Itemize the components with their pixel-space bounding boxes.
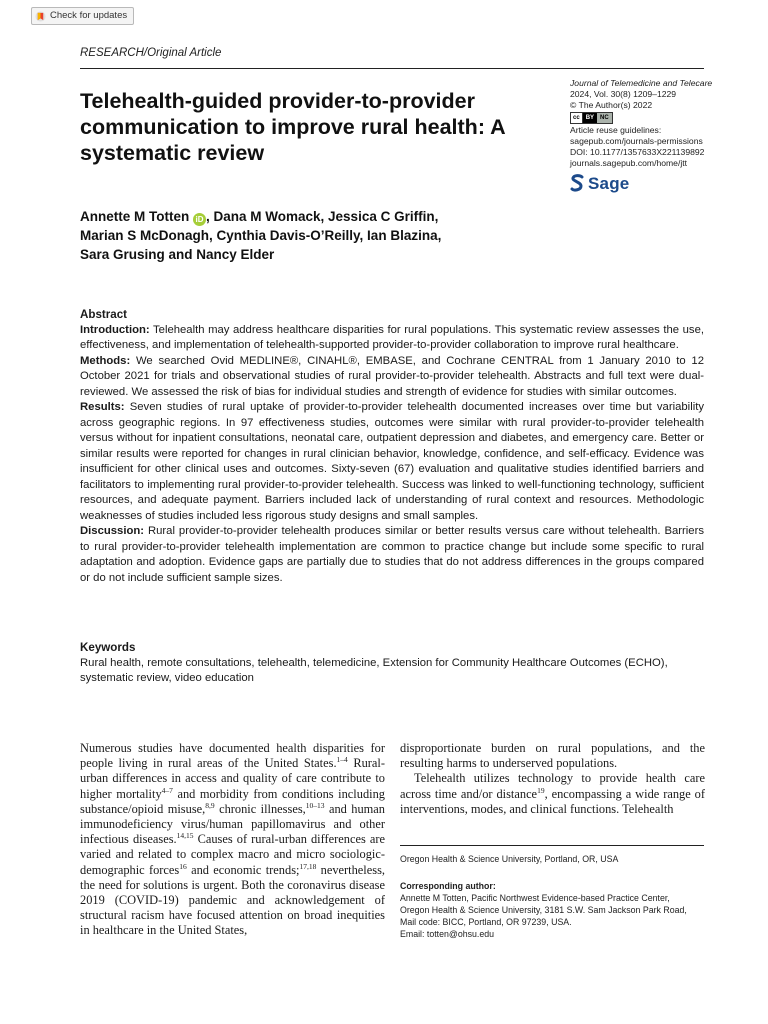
- sage-logo: [570, 174, 720, 192]
- body-text: Causes of rural-urban differences are varied and related to complex macro and micro sociologic-demographic forces: [80, 832, 385, 877]
- cc-license-badge[interactable]: [570, 112, 613, 124]
- check-for-updates-icon: [35, 11, 46, 22]
- article-title: Telehealth-guided provider-to-provider communication to improve rural health: A systematic review: [80, 89, 505, 165]
- abstract-methods: [80, 354, 704, 401]
- intro-text: Telehealth may address healthcare disparities for rural populations. This systematic review assesses the use, effectiveness, and implementation of telehealth-supported provider-to-provider collaboration to improve rural healthcare.: [80, 323, 704, 351]
- citation-ref[interactable]: 19: [537, 785, 545, 795]
- by-icon: BY: [583, 113, 597, 123]
- results-label: Results:: [80, 401, 125, 413]
- body-column-left: [80, 741, 385, 939]
- citation-ref[interactable]: 14,15: [176, 831, 194, 841]
- body-text: Telehealth utilizes technology to provide health care across time and/or distance: [400, 771, 705, 801]
- abstract-introduction: [80, 323, 704, 354]
- corresponding-line2: Oregon Health & Science University, 3181 S.W. Sam Jackson Park Road,: [400, 905, 687, 915]
- corresponding-email[interactable]: Email: totten@ohsu.edu: [400, 929, 495, 939]
- citation-ref[interactable]: 8,9: [205, 800, 215, 810]
- cc-icon: cc: [571, 113, 583, 123]
- methods-label: Methods:: [80, 354, 131, 367]
- citation-ref[interactable]: 17,18: [299, 861, 317, 871]
- keywords-text: Rural health, remote consultations, telehealth, telemedicine, Extension for Community Healthcare Outcomes (ECHO), systematic review, video education: [80, 656, 668, 684]
- methods-text: We searched Ovid MEDLINE®, CINAHL®, EMBASE, and Cochrane CENTRAL from 1 January 2010 to 12 October 2021 for trials and observational studies of rural provider-to-provider telehealth. Abstracts and full text were dual-reviewed. We assessed the risk of bias for individual studies and strength of evidence for studies with similar outcomes.: [80, 354, 704, 398]
- reuse-label: Article reuse guidelines:: [570, 125, 662, 135]
- body-text: , encompassing a wide range of interventions, modes, and clinical functions. Telehealth: [400, 786, 705, 816]
- body-text: chronic illnesses,: [214, 801, 306, 816]
- body-text: and morbidity from conditions including substance/opioid misuse,: [80, 786, 385, 816]
- discussion-label: Discussion:: [80, 525, 145, 537]
- body-column-right: [400, 741, 705, 817]
- affiliation: Oregon Health & Science University, Portland, OR, USA: [400, 854, 619, 864]
- body-paragraph-3: [400, 771, 705, 817]
- journal-link[interactable]: journals.sagepub.com/home/jtt: [570, 158, 688, 168]
- header-rule: [80, 68, 704, 69]
- citation-ref[interactable]: 4–7: [161, 785, 173, 795]
- sage-s-icon: [570, 174, 584, 192]
- doi-link[interactable]: DOI: 10.1177/1357633X221139892: [570, 147, 705, 157]
- author-list: [80, 207, 550, 264]
- abstract-results: [80, 400, 704, 524]
- copyright: © The Author(s) 2022: [570, 100, 653, 110]
- results-text: Seven studies of rural uptake of provider-to-provider telehealth documented increases over time but variability across geographic regions. In 97 effectiveness studies, outcomes were similar with rural provider-to-provider telehealth versus without for inpatient consultations, neonatal care, outpatient depression and diabetes, and emergency care. Better or similar results were reported for changes in rural clinician behavior, knowledge, confidence, and self-efficacy. Evidence was insufficient for other clinical uses and outcomes. Sixty-seven (67) evaluation and qualitative studies identified barriers and facilitators to implementing rural provider-to-provider telehealth. Success was linked to well-functioning technology, sufficient resources, and adequate payment. Barriers included lack of understanding of rural context and resources. Methodologic weaknesses of studies included less rigorous study designs and small samples.: [80, 401, 704, 522]
- journal-volume: 2024, Vol. 30(8) 1209–1229: [570, 89, 677, 99]
- body-paragraph-2: disproportionate burden on rural populations, and the resulting harms to underserved populations.: [400, 741, 705, 771]
- body-text: and economic trends;: [186, 862, 300, 877]
- orcid-icon[interactable]: iD: [193, 213, 206, 226]
- footnote-rule: [400, 845, 704, 846]
- body-paragraph-1: [80, 741, 385, 939]
- abstract-discussion: [80, 524, 704, 586]
- sage-wordmark: Sage: [588, 173, 630, 193]
- discussion-text: Rural provider-to-provider telehealth produces similar or better results versus care without telehealth. Barriers to rural provider-to-provider telehealth implementation are common to practice change but include some specific to rural adaptation and adoption. Evidence gaps are partially due to studies that do not address differences in the groups compared or do not include sufficient sample sizes.: [80, 525, 704, 584]
- reuse-link[interactable]: sagepub.com/journals-permissions: [570, 136, 703, 146]
- keywords-heading: Keywords: [80, 641, 136, 654]
- keywords: [80, 640, 704, 687]
- author-first[interactable]: Annette M Totten: [80, 209, 190, 224]
- journal-name: Journal of Telemedicine and Telecare: [570, 78, 713, 88]
- body-text: and human immunodeficiency virus/human papillomavirus and other infectious diseases.: [80, 801, 385, 847]
- citation-ref[interactable]: 10–13: [305, 800, 325, 810]
- abstract-heading: Abstract: [80, 308, 128, 321]
- journal-info: [570, 78, 720, 192]
- corresponding-line1: Annette M Totten, Pacific Northwest Evidence-based Practice Center,: [400, 893, 670, 903]
- corresponding-author: [400, 880, 720, 940]
- author-line3: Sara Grusing and Nancy Elder: [80, 247, 275, 262]
- check-for-updates-label: Check for updates: [50, 10, 128, 21]
- abstract: [80, 307, 704, 586]
- author-line2: Marian S McDonagh, Cynthia Davis-O’Reilly, Ian Blazina,: [80, 228, 442, 243]
- author-rest-line1: , Dana M Womack, Jessica C Griffin,: [206, 209, 439, 224]
- citation-ref[interactable]: 16: [179, 861, 187, 871]
- citation-ref[interactable]: 1–4: [336, 755, 348, 765]
- body-text: Numerous studies have documented health disparities for people living in rural areas of the United States.: [80, 741, 385, 771]
- nc-icon: NC: [600, 115, 609, 121]
- body-text: Rural-urban differences in access and quality of care contribute to higher mortality: [80, 756, 385, 801]
- corresponding-label: Corresponding author:: [400, 881, 496, 891]
- intro-label: Introduction:: [80, 323, 150, 336]
- check-for-updates-button[interactable]: [31, 7, 134, 25]
- section-label: RESEARCH/Original Article: [80, 47, 222, 59]
- body-text: nevertheless, the need for solutions is urgent. Both the coronavirus disease 2019 (COVID-19) pandemic and acknowledgement of structural racism have focused attention on broad inequities in healthcare in the United States,: [80, 862, 385, 938]
- corresponding-line3: Mail code: BICC, Portland, OR 97239, USA.: [400, 917, 572, 927]
